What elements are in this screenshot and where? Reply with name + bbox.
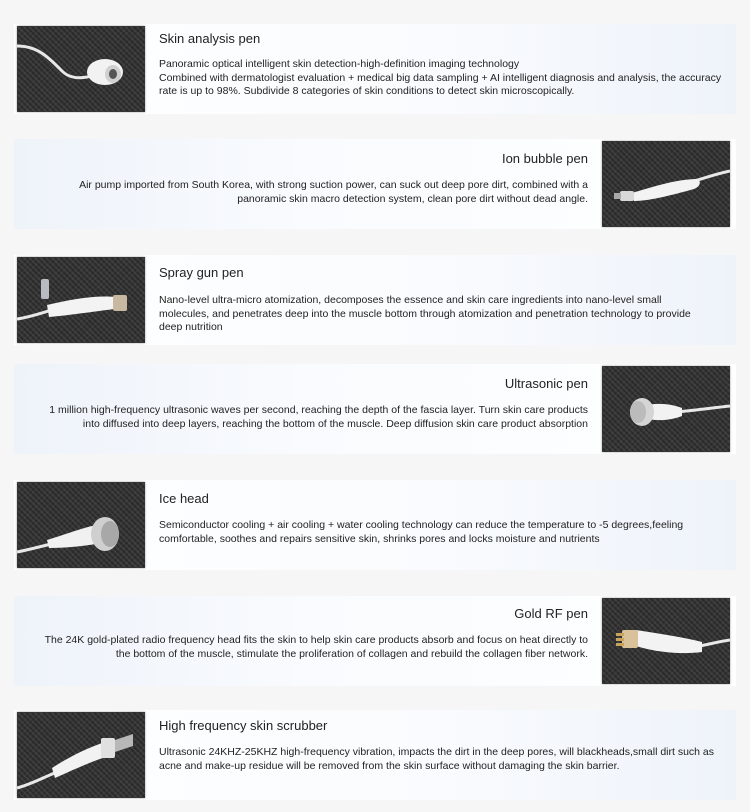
product-row-ion-bubble-pen — [0, 139, 750, 229]
product-title: Skin analysis pen — [159, 31, 261, 46]
ice-head-icon — [17, 482, 145, 568]
product-title: Ice head — [159, 491, 209, 506]
description-line: Combined with dermatologist evaluation + medical big data sampling + AI intelligent diagnosis and analysis, the accuracy rate is up to 98%. Subdivide 8 categories of skin conditions to detect skin microscopically. — [159, 71, 722, 97]
description-line: Panoramic optical intelligent skin detection-high-definition imaging technology — [159, 58, 520, 70]
product-row-spray-gun-pen — [0, 255, 750, 345]
ion-bubble-pen-icon — [602, 141, 730, 227]
skin-scrubber-icon — [17, 712, 145, 798]
product-title: Gold RF pen — [514, 606, 588, 621]
product-row-skin-scrubber — [0, 710, 750, 800]
product-description: Nano-level ultra-micro atomization, decomposes the essence and skin care ingredients into nano-level small molecules, and penetrates deep into the muscle bottom through atomization and penetration technology to provide deep nutrition — [159, 294, 691, 333]
product-row-ice-head — [0, 480, 750, 570]
product-description: Ultrasonic 24KHZ-25KHZ high-frequency vibration, impacts the dirt in the deep pores, will blackheads,small dirt such as acne and make-up residue will be removed from the skin surface without damaging the skin barrier. — [159, 746, 715, 772]
gold-rf-pen-icon — [602, 598, 730, 684]
product-title: Spray gun pen — [159, 265, 244, 280]
product-row-ultrasonic-pen — [0, 364, 750, 454]
product-title: Ion bubble pen — [501, 151, 588, 166]
product-row-skin-analysis-pen — [0, 24, 750, 114]
spray-gun-pen-icon — [17, 257, 145, 343]
product-description: The 24K gold-plated radio frequency head fits the skin to help skin care products absorb and focus on heat directly to the bottom of the muscle, stimulate the proliferation of collagen and rebuild the collagen fiber network. — [44, 634, 588, 660]
ultrasonic-pen-icon — [602, 366, 730, 452]
product-description — [159, 58, 724, 99]
product-description: Semiconductor cooling + air cooling + water cooling technology can reduce the temperature to -5 degrees,feeling comfortable, soothes and repairs sensitive skin, shrinks pores and locks moisture and nutrients — [159, 519, 684, 545]
product-description: 1 million high-frequency ultrasonic waves per second, reaching the depth of the fascia layer. Turn skin care products into diffused into deep layers, reaching the bottom of the muscle. Deep diffusion skin care product absorption — [49, 404, 588, 430]
product-title: Ultrasonic pen — [504, 376, 588, 391]
product-title: High frequency skin scrubber — [159, 718, 328, 733]
skin-analysis-pen-icon — [17, 26, 145, 112]
product-row-gold-rf-pen — [0, 596, 750, 686]
product-description: Air pump imported from South Korea, with strong suction power, can suck out deep pore dirt, combined with a panoramic skin macro detection system, clean pore dirt without dead angle. — [79, 179, 588, 205]
